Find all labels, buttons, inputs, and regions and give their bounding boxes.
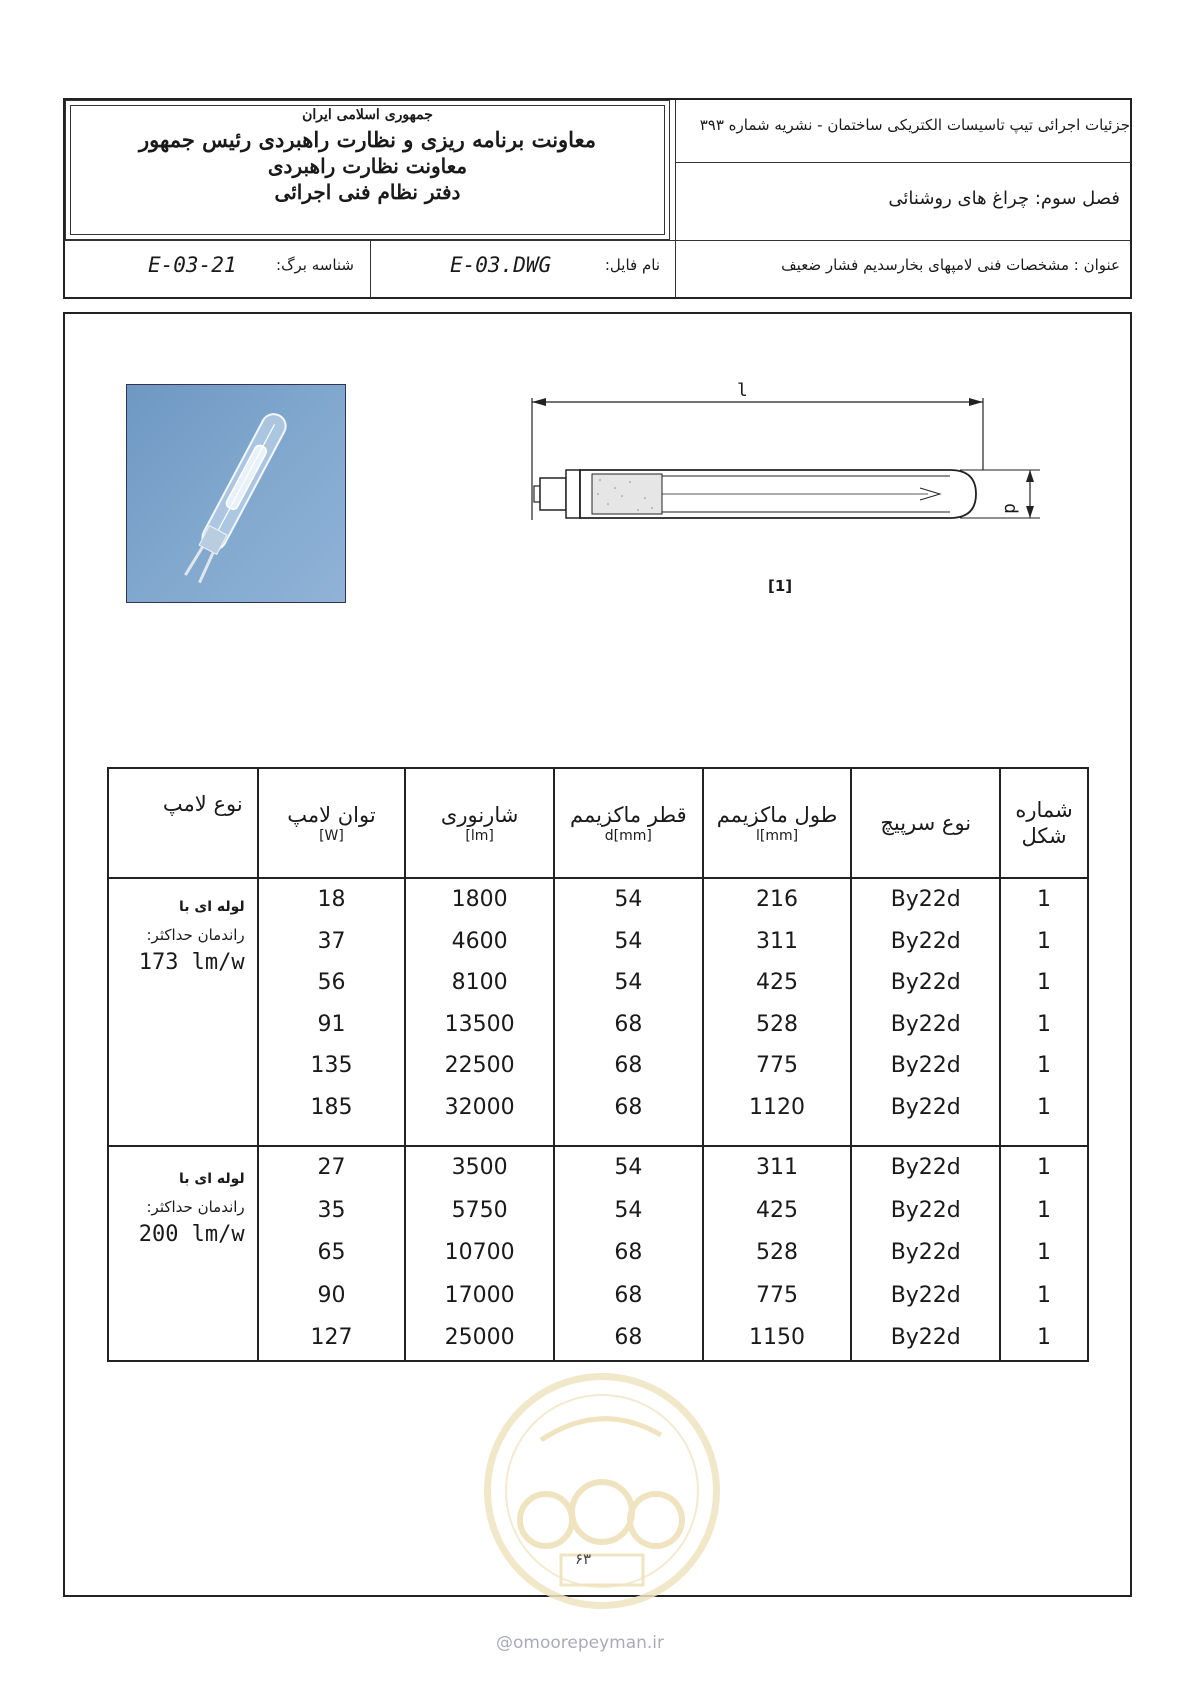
length-label: l (737, 380, 748, 401)
power-cell: 18 37 56 91 135 185 (258, 878, 406, 1146)
org-line-4: دفتر نظام فنی اجرائی (274, 180, 461, 204)
diameter-label: d (999, 503, 1021, 514)
col-flux: شارنوری [lm] (405, 768, 554, 878)
col-diameter: قطر ماکزیمم d[mm] (554, 768, 703, 878)
lamp-dimension-drawing (520, 370, 1040, 600)
sheet-title (678, 256, 1120, 274)
header-divider (64, 240, 1131, 241)
length-cell: 311 425 528 775 1150 (703, 1146, 852, 1361)
figure-cell: 1 1 1 1 1 (1000, 1146, 1088, 1361)
lamp-type-cell: لوله ای با راندمان حداکثر: 200 lm/w (108, 1146, 258, 1361)
sheet-id-value: E-03-21 (148, 253, 237, 277)
org-line-1: جمهوری اسلامی ایران (302, 107, 433, 123)
file-label: نام فایل: (604, 256, 660, 274)
col-lamp-type: نوع لامپ (108, 768, 258, 878)
page-number: ۶۳ (575, 1550, 592, 1568)
diameter-cell: 54 54 68 68 68 (554, 1146, 703, 1361)
org-line-2: معاونت برنامه ریزی و نظارت راهبردی رئیس جمهور (139, 127, 596, 152)
sheet-id-label: شناسه برگ: (276, 256, 354, 274)
organization-block (65, 100, 670, 240)
col-power: توان لامپ [W] (258, 768, 406, 878)
col-length: طول ماکزیمم l[mm] (703, 768, 852, 878)
table-header-row (108, 768, 1088, 878)
header-divider (675, 100, 676, 298)
table-row-group-2 (108, 1146, 1088, 1361)
figure-cell: 1 1 1 1 1 1 (1000, 878, 1088, 1146)
base-cell: By22d By22d By22d By22d By22d (851, 1146, 1000, 1361)
chapter-title: فصل سوم: چراغ های روشنائی (888, 188, 1120, 209)
figure-ref: [1] (768, 577, 793, 595)
at-icon: @ (496, 1633, 513, 1653)
col-figure-no: شماره شکل (1000, 768, 1088, 878)
title-label: عنوان : (1073, 256, 1120, 274)
publication-title: جزئیات اجرائی تیپ تاسیسات الکتریکی ساختمان - نشریه شماره ۳۹۳ (699, 116, 1130, 134)
length-cell: 216 311 425 528 775 1120 (703, 878, 852, 1146)
base-cell: By22d By22d By22d By22d By22d By22d (851, 878, 1000, 1146)
diameter-cell: 54 54 54 68 68 68 (554, 878, 703, 1146)
lamp-photo (126, 384, 346, 603)
table-row-group-1 (108, 878, 1088, 1146)
watermark-text: @omoorepeyman.ir (496, 1633, 665, 1653)
lamp-spec-table (107, 767, 1089, 1362)
watermark-seal (484, 1373, 720, 1609)
file-value: E-03.DWG (450, 253, 552, 277)
flux-cell: 1800 4600 8100 13500 22500 32000 (405, 878, 554, 1146)
title-value: مشخصات فنی لامپهای بخارسدیم فشار ضعیف (781, 256, 1069, 274)
header-divider (370, 240, 371, 298)
header-divider (675, 162, 1131, 163)
power-cell: 27 35 65 90 127 (258, 1146, 406, 1361)
org-line-3: معاونت نظارت راهبردی (267, 154, 468, 178)
lamp-type-cell: لوله ای با راندمان حداکثر: 173 lm/w (108, 878, 258, 1146)
flux-cell: 3500 5750 10700 17000 25000 (405, 1146, 554, 1361)
col-base: نوع سرپیچ (851, 768, 1000, 878)
